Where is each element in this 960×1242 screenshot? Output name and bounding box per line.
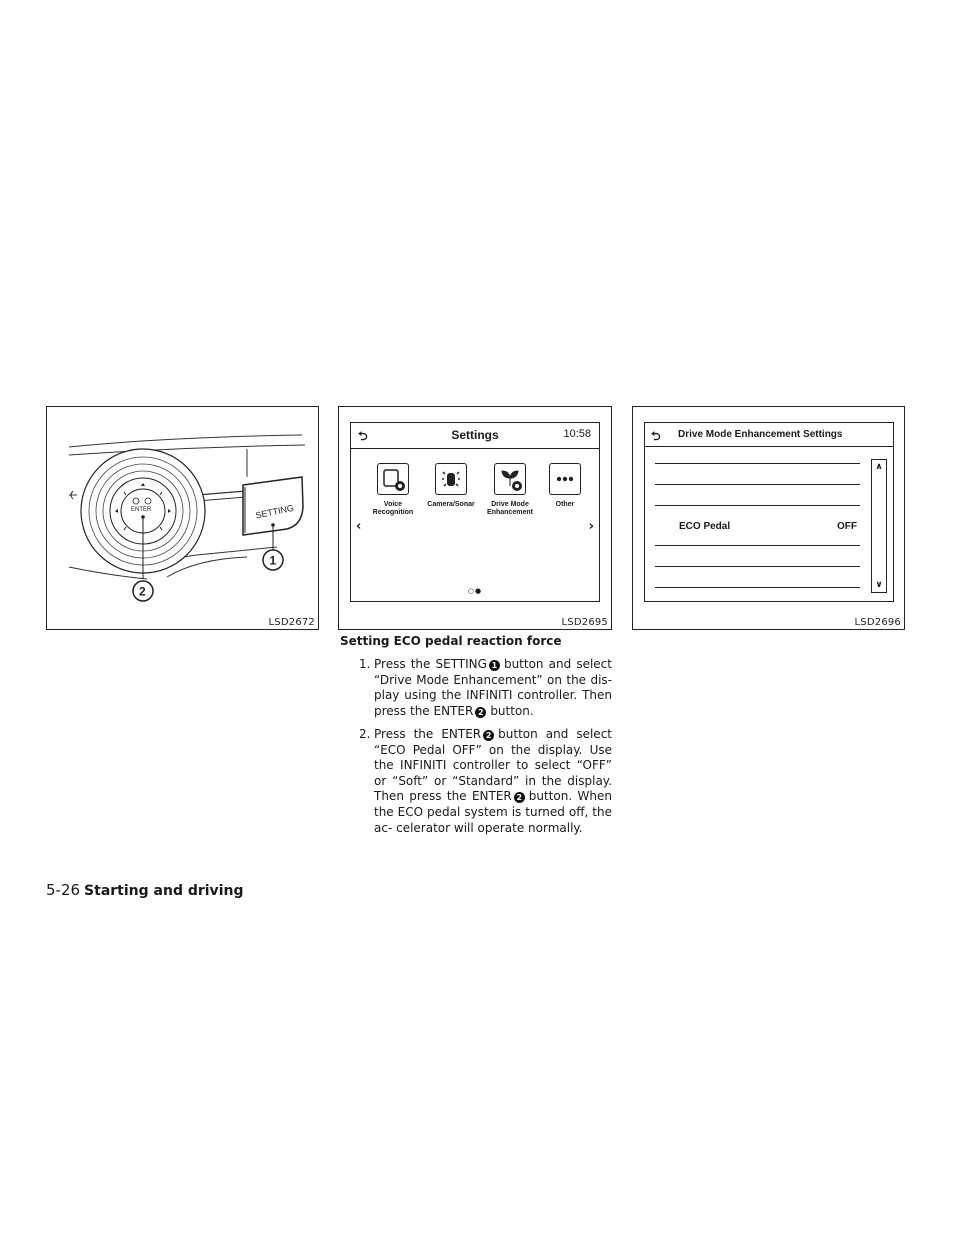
step-text bbox=[374, 727, 612, 836]
page-number: 5-26 bbox=[46, 881, 81, 899]
chevron-left-icon: ‹ bbox=[356, 519, 362, 534]
knob-enter-label: ENTER bbox=[131, 507, 152, 513]
section-heading: Setting ECO pedal reaction force bbox=[340, 634, 562, 648]
figure-controller-knob bbox=[46, 406, 319, 630]
figure-code: LSD2695 bbox=[561, 617, 608, 628]
page-footer bbox=[46, 880, 243, 899]
figure-code: LSD2672 bbox=[268, 617, 315, 628]
camera-label-line1: Camera/Sonar bbox=[427, 501, 475, 508]
drive-mode-settings-screen bbox=[644, 422, 894, 602]
step-1 bbox=[340, 657, 612, 719]
step-text-part: button. bbox=[490, 703, 534, 718]
chevron-up-icon: ∧ bbox=[875, 462, 883, 472]
callout-badge: 1 bbox=[489, 660, 500, 671]
eco-pedal-label: ECO Pedal bbox=[679, 521, 731, 532]
step-text bbox=[374, 657, 612, 719]
step-number: 1. bbox=[359, 657, 371, 671]
clock-time: 10:58 bbox=[563, 428, 591, 440]
step-text-part: button and select “Drive Mode Enhancement” on the dis- play using the INFINITI controller. Then press the ENTER bbox=[374, 657, 612, 718]
header-divider bbox=[645, 446, 893, 447]
voice-label-line1: Voice bbox=[383, 501, 403, 508]
settings-title: Settings bbox=[451, 428, 499, 442]
figure-code: LSD2696 bbox=[854, 617, 901, 628]
scrollbar bbox=[871, 459, 887, 593]
header-divider bbox=[351, 448, 599, 449]
list-divider bbox=[655, 545, 860, 546]
eco-pedal-value: OFF bbox=[837, 521, 857, 532]
callout-1-label: 1 bbox=[269, 553, 277, 568]
step-text-part: button. When the ECO pedal system is turned off, the ac- celerator will operate normally. bbox=[374, 789, 613, 835]
more-dots-icon bbox=[549, 463, 581, 495]
callout-badge: 2 bbox=[483, 730, 494, 741]
list-divider bbox=[655, 463, 860, 464]
menu-item-camera-sonar bbox=[423, 463, 479, 509]
menu-item-drive-mode-enhancement bbox=[482, 463, 538, 517]
back-icon: ⮌ bbox=[358, 429, 368, 443]
section-name: Starting and driving bbox=[84, 883, 244, 899]
controller-illustration bbox=[47, 407, 319, 630]
figure-settings-screen bbox=[338, 406, 612, 630]
list-divider bbox=[655, 587, 860, 588]
page-indicator-dots: ○● bbox=[467, 587, 483, 595]
callout-badge: 2 bbox=[514, 792, 525, 803]
list-divider bbox=[655, 566, 860, 567]
settings-screen bbox=[350, 422, 600, 602]
list-divider bbox=[655, 484, 860, 485]
list-item-eco-pedal bbox=[679, 521, 857, 532]
menu-item-other bbox=[537, 463, 593, 509]
figure-drive-mode-settings-screen bbox=[632, 406, 905, 630]
callout-2-label: 2 bbox=[139, 584, 146, 599]
setting-button-label: SETTING bbox=[254, 502, 295, 521]
drive-mode-settings-title: Drive Mode Enhancement Settings bbox=[678, 429, 843, 440]
list-divider bbox=[655, 505, 860, 506]
menu-item-voice-recognition bbox=[365, 463, 421, 517]
other-label-line1: Other bbox=[555, 501, 575, 508]
voice-recognition-icon bbox=[377, 463, 409, 495]
chevron-right-icon: › bbox=[588, 519, 594, 534]
callout-badge: 2 bbox=[475, 707, 486, 718]
step-2 bbox=[340, 727, 612, 836]
step-number: 2. bbox=[359, 727, 371, 741]
camera-sonar-icon bbox=[435, 463, 467, 495]
step-text-part: Press the SETTING bbox=[374, 657, 487, 671]
step-text-part: button and select “ECO Pedal OFF” on the display. Use the INFINITI controller to select “OFF” or “Soft” or “Standard” in the display. Then press the ENTER bbox=[374, 727, 612, 804]
drive-label-line1: Drive Mode bbox=[491, 501, 529, 508]
drive-label-line2: Enhancement bbox=[487, 509, 533, 516]
chevron-down-icon: ∨ bbox=[875, 580, 883, 590]
step-text-part: Press the ENTER bbox=[374, 727, 482, 741]
voice-label-line2: Recognition bbox=[372, 509, 414, 516]
drive-mode-enhancement-icon bbox=[494, 463, 526, 495]
back-icon: ⮌ bbox=[651, 429, 661, 443]
